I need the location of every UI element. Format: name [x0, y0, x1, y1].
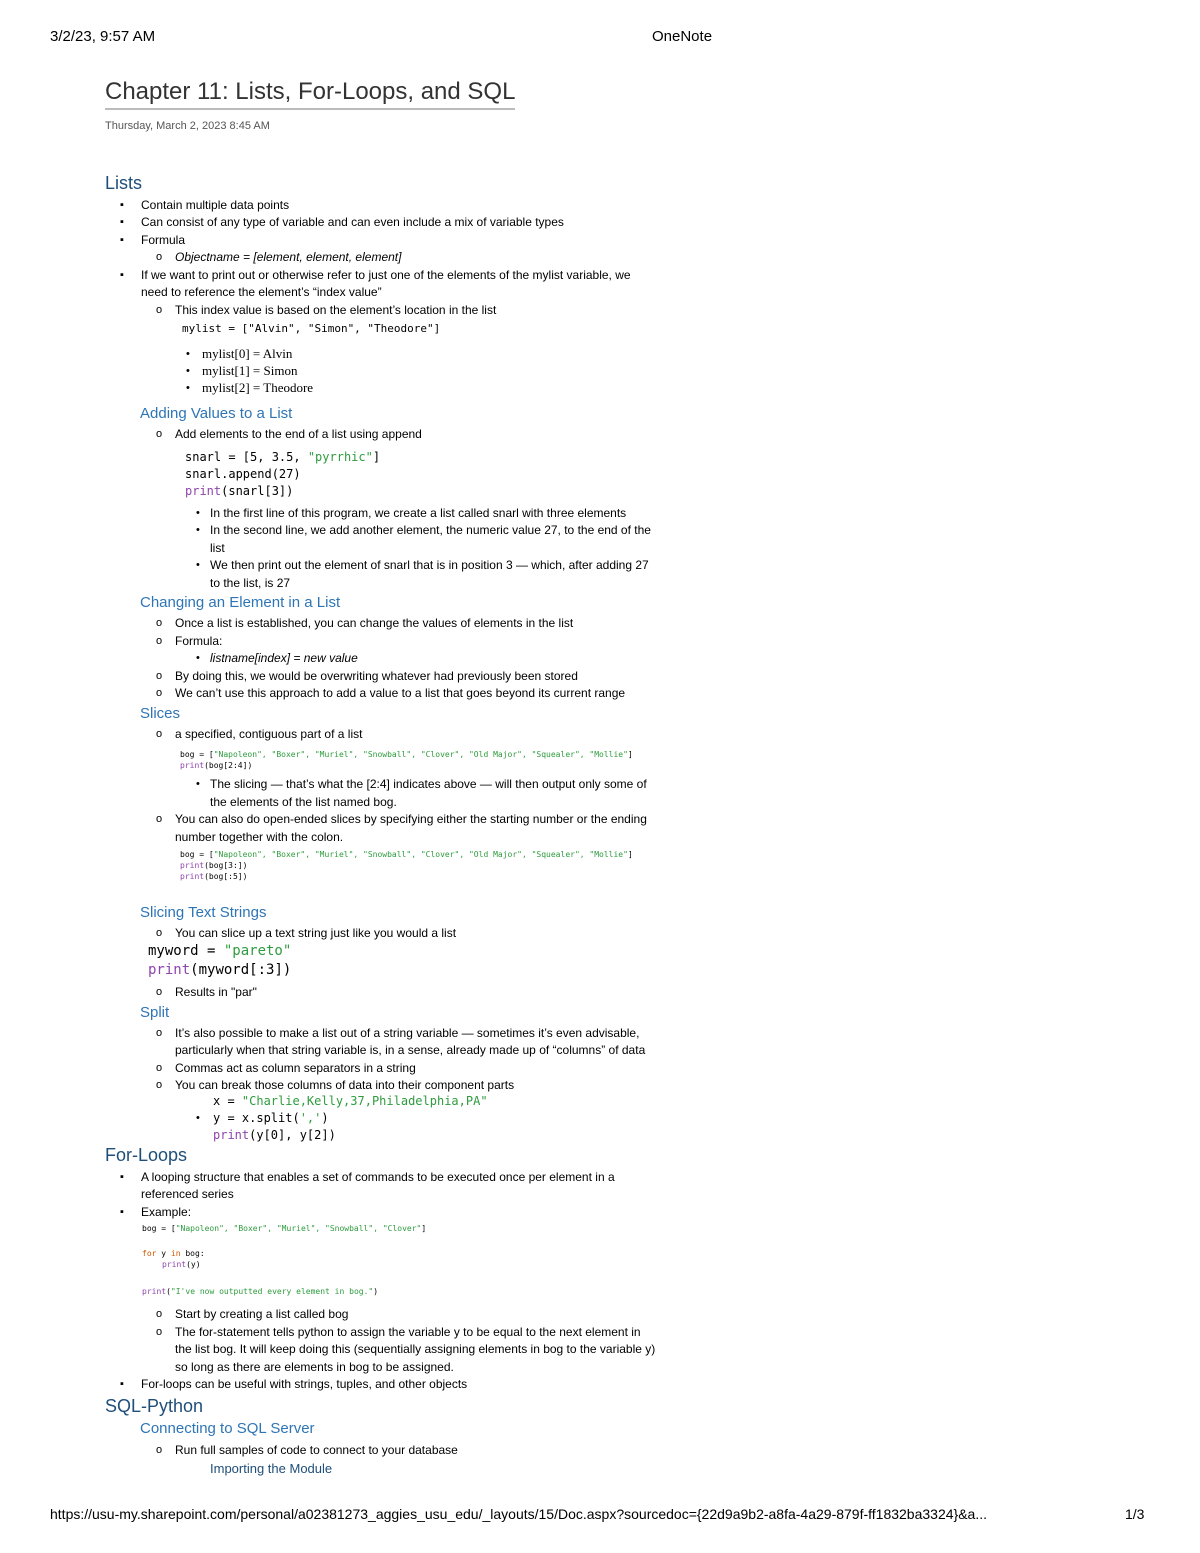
dot-bullet-icon: • — [196, 559, 200, 571]
heading-for-loops: For-Loops — [105, 1145, 188, 1165]
slices-sub-1-line-2: the elements of the list named bog. — [210, 795, 397, 809]
slices-bullet-1: a specified, contiguous part of a list — [175, 727, 363, 741]
square-bullet-icon: ▪ — [120, 199, 124, 211]
adding-sub-2-line-2: list — [210, 541, 225, 555]
split-bullet-2: Commas act as column separators in a string — [175, 1061, 416, 1075]
split-bullet-1-line-1: It’s also possible to make a list out of a string variable — sometimes it’s even advisable, — [175, 1026, 640, 1040]
adding-sub-3-line-2: to the list, is 27 — [210, 576, 291, 590]
code-split-2: y = x.split(',') — [213, 1111, 329, 1125]
square-bullet-icon: ▪ — [120, 1206, 124, 1218]
changing-bullet-3: By doing this, we would be overwriting whatever had previously been stored — [175, 669, 578, 683]
circle-bullet-icon: o — [156, 728, 163, 740]
lists-formula: Objectname = [element, element, element] — [175, 250, 402, 264]
changing-bullet-4: We can’t use this approach to add a value to a list that goes beyond its current range — [175, 686, 626, 700]
slices-sub-1-line-1: The slicing — that’s what the [2:4] indicates above — will then output only some of — [210, 777, 647, 791]
index-item-0: mylist[0] = Alvin — [202, 346, 293, 361]
heading-sql-python: SQL-Python — [105, 1396, 204, 1416]
square-bullet-icon: ▪ — [120, 216, 124, 228]
adding-sub-3-line-1: We then print out the element of snarl that is in position 3 — which, after adding 27 — [210, 558, 649, 572]
circle-bullet-icon: o — [156, 1027, 163, 1039]
code-bog-list-2: bog = ["Napoleon", "Boxer", "Muriel", "Snowball", "Clover", "Old Major", "Squealer", "Mollie"] — [180, 850, 633, 859]
print-datetime: 3/2/23, 9:57 AM — [50, 28, 156, 45]
heading-split: Split — [140, 1004, 170, 1021]
adding-sub-2-line-1: In the second line, we add another element, the numeric value 27, to the end of the — [210, 523, 651, 537]
dot-bullet-icon: • — [186, 348, 190, 360]
code-bog-list-1: bog = ["Napoleon", "Boxer", "Muriel", "Snowball", "Clover", "Old Major", "Squealer", "Mollie"] — [180, 750, 633, 759]
dot-bullet-icon: • — [186, 365, 190, 377]
circle-bullet-icon: o — [156, 1444, 163, 1456]
slicing-text-bullet-1: You can slice up a text string just like you would a list — [175, 926, 457, 940]
circle-bullet-icon: o — [156, 1062, 163, 1074]
changing-formula: listname[index] = new value — [210, 651, 358, 665]
heading-slicing-text: Slicing Text Strings — [140, 904, 267, 921]
heading-connecting-sql: Connecting to SQL Server — [140, 1420, 315, 1437]
square-bullet-icon: ▪ — [120, 234, 124, 246]
changing-bullet-1: Once a list is established, you can change the values of elements in the list — [175, 616, 574, 630]
slices-bullet-2-line-2: number together with the colon. — [175, 830, 344, 844]
page-title: Chapter 11: Lists, For-Loops, and SQL — [105, 78, 515, 110]
code-snarl-line-1: snarl = [5, 3.5, "pyrrhic"] — [185, 450, 381, 464]
square-bullet-icon: ▪ — [120, 269, 124, 281]
lists-bullet-4-line-2: need to reference the element’s “index value” — [141, 285, 382, 299]
circle-bullet-icon: o — [156, 670, 163, 682]
dot-bullet-icon: • — [196, 652, 200, 664]
index-item-2: mylist[2] = Theodore — [202, 380, 314, 395]
heading-adding-values: Adding Values to a List — [140, 405, 293, 422]
circle-bullet-icon: o — [156, 635, 163, 647]
print-url[interactable]: https://usu-my.sharepoint.com/personal/a02381273_aggies_usu_edu/_layouts/15/Doc.aspx?sourcedoc={22d9a9b2-a8fa-4a29-879f-ff1832ba3324}&a... — [50, 1506, 987, 1522]
forloops-bullet-1-line-1: A looping structure that enables a set of commands to be executed once per element in a — [141, 1170, 615, 1184]
adding-bullet-1: Add elements to the end of a list using append — [175, 427, 422, 441]
circle-bullet-icon: o — [156, 986, 163, 998]
code-mylist: mylist = ["Alvin", "Simon", "Theodore"] — [182, 322, 441, 335]
code-for-body: print(y) — [162, 1260, 201, 1269]
circle-bullet-icon: o — [156, 304, 163, 316]
adding-sub-1: In the first line of this program, we create a list called snarl with three elements — [210, 506, 627, 520]
code-bog-open-slice-2: print(bog[:5]) — [180, 872, 248, 881]
square-bullet-icon: ▪ — [120, 1378, 124, 1390]
circle-bullet-icon: o — [156, 617, 163, 629]
code-bog-open-slice-1: print(bog[3:]) — [180, 861, 248, 870]
heading-changing-element: Changing an Element in a List — [140, 594, 341, 611]
code-for-print: print("I've now outputted every element in bog.") — [142, 1287, 379, 1296]
print-app-title: OneNote — [652, 28, 713, 45]
code-myword-2: print(myword[:3]) — [148, 962, 292, 978]
slices-bullet-2-line-1: You can also do open-ended slices by specifying either the starting number or the ending — [175, 812, 647, 826]
circle-bullet-icon: o — [156, 687, 163, 699]
dot-bullet-icon: • — [196, 524, 200, 536]
lists-index-note: This index value is based on the element’s location in the list — [175, 303, 497, 317]
dot-bullet-icon: • — [196, 778, 200, 790]
code-for-statement: for y in bog: — [142, 1249, 205, 1258]
forloops-sub-1: Start by creating a list called bog — [175, 1307, 349, 1321]
dot-bullet-icon: • — [186, 382, 190, 394]
circle-bullet-icon: o — [156, 251, 163, 263]
circle-bullet-icon: o — [156, 813, 163, 825]
circle-bullet-icon: o — [156, 927, 163, 939]
dot-bullet-icon: • — [196, 507, 200, 519]
lists-bullet-3: Formula — [141, 233, 186, 247]
circle-bullet-icon: o — [156, 1079, 163, 1091]
page-date: Thursday, March 2, 2023 8:45 AM — [105, 120, 270, 132]
forloops-bullet-3: For-loops can be useful with strings, tuples, and other objects — [141, 1377, 468, 1391]
print-page-number: 1/3 — [1125, 1506, 1145, 1522]
lists-bullet-1: Contain multiple data points — [141, 198, 290, 212]
forloops-bullet-1-line-2: referenced series — [141, 1187, 234, 1201]
dot-bullet-icon: • — [196, 1112, 200, 1124]
code-snarl-line-2: snarl.append(27) — [185, 467, 301, 481]
index-item-1: mylist[1] = Simon — [202, 363, 298, 378]
slicing-text-result: Results in "par" — [175, 985, 257, 999]
circle-bullet-icon: o — [156, 1326, 163, 1338]
square-bullet-icon: ▪ — [120, 1171, 124, 1183]
code-bog-slice: print(bog[2:4]) — [180, 761, 253, 770]
forloops-sub-2-line-3: so long as there are elements in bog to be assigned. — [175, 1360, 454, 1374]
circle-bullet-icon: o — [156, 428, 163, 440]
code-for-bog: bog = ["Napoleon", "Boxer", "Muriel", "Snowball", "Clover"] — [142, 1224, 427, 1233]
split-bullet-1-line-2: particularly when that string variable is, in a sense, already made up of “columns” of data — [175, 1043, 646, 1057]
sql-bullet-1: Run full samples of code to connect to your database — [175, 1443, 458, 1457]
split-bullet-3: You can break those columns of data into their component parts — [175, 1078, 515, 1092]
lists-bullet-2: Can consist of any type of variable and can even include a mix of variable types — [141, 215, 564, 229]
code-split-3: print(y[0], y[2]) — [213, 1128, 336, 1142]
circle-bullet-icon: o — [156, 1308, 163, 1320]
lists-bullet-4-line-1: If we want to print out or otherwise refer to just one of the elements of the mylist variable, we — [141, 268, 631, 282]
forloops-sub-2-line-1: The for-statement tells python to assign the variable y to be equal to the next element in — [175, 1325, 641, 1339]
code-myword-1: myword = "pareto" — [148, 943, 292, 959]
code-split-1: x = "Charlie,Kelly,37,Philadelphia,PA" — [213, 1094, 488, 1108]
changing-bullet-2: Formula: — [175, 634, 223, 648]
heading-lists: Lists — [105, 173, 143, 193]
forloops-sub-2-line-2: the list bog. It will keep doing this (sequentially assigning elements in bog to the variable y) — [175, 1342, 656, 1356]
heading-slices: Slices — [140, 705, 181, 722]
forloops-bullet-2: Example: — [141, 1205, 192, 1219]
code-snarl-line-3: print(snarl[3]) — [185, 484, 294, 498]
heading-importing-module: Importing the Module — [210, 1461, 333, 1476]
